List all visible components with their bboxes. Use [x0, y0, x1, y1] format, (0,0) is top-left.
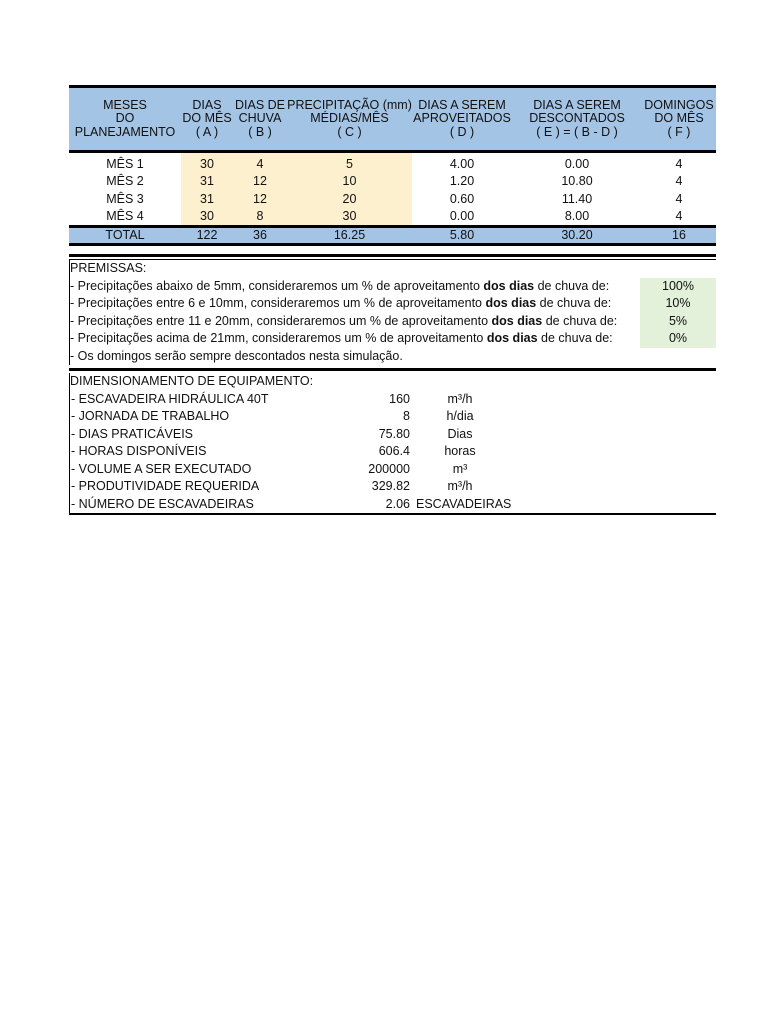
equipamento-value[interactable]: 329.82 — [371, 479, 410, 493]
equipamento-value[interactable]: 200000 — [368, 461, 410, 476]
table-row — [69, 152, 716, 173]
table-cell[interactable]: 36 — [233, 227, 287, 245]
premissa-item: - Precipitações abaixo de 5mm, consideraremos um % de aproveitamento dos dias de chuva de: 100% — [70, 278, 716, 296]
table-cell[interactable]: 122 — [181, 227, 233, 245]
table-cell[interactable]: 4 — [675, 174, 683, 189]
spreadsheet — [69, 85, 716, 515]
table-cell[interactable]: 1.20 — [449, 174, 475, 189]
equipamento-item: - HORAS DISPONÍVEIS 606.4 horas — [70, 443, 716, 461]
table-cell[interactable]: 12 — [233, 173, 287, 191]
premissa-item: - Precipitações acima de 21mm, consideraremos um % de aproveitamento dos dias de chuva de: 0% — [70, 330, 716, 348]
premissa-percent-cell[interactable]: 100% — [640, 278, 716, 296]
equipamento-item: - JORNADA DE TRABALHO 8 h/dia — [70, 408, 716, 426]
table-cell[interactable]: 4 — [675, 191, 683, 206]
premissa-note: - Os domingos serão sempre descontados nesta simulação. — [70, 348, 403, 363]
header-dias-chuva[interactable]: DIAS DE CHUVA ( B ) — [233, 87, 287, 152]
premissa-item: - Precipitações entre 11 e 20mm, consideraremos um % de aproveitamento dos dias de chuva de: 5% — [70, 313, 716, 331]
equipamento-item: - DIAS PRATICÁVEIS 75.80 Dias — [70, 426, 716, 444]
header-aproveitados[interactable]: DIAS A SEREM APROVEITADOS ( D ) — [412, 87, 512, 152]
table-cell[interactable]: 8 — [233, 208, 287, 227]
header-precipitacao[interactable]: PRECIPITAÇÃO (mm) MÉDIAS/MÊS ( C ) — [287, 87, 412, 152]
table-cell[interactable]: MÊS 2 — [106, 174, 144, 189]
equipamento-title: DIMENSIONAMENTO DE EQUIPAMENTO: — [70, 374, 314, 388]
table-cell[interactable]: 31 — [181, 173, 233, 191]
table-cell[interactable]: 30 — [181, 152, 233, 173]
table-cell[interactable]: TOTAL — [69, 227, 181, 245]
header-dias-mes[interactable]: DIAS DO MÊS ( A ) — [181, 87, 233, 152]
table-cell[interactable]: MÊS 1 — [106, 156, 144, 171]
premissa-percent-cell[interactable]: 0% — [640, 330, 716, 348]
premissa-percent-cell[interactable]: 5% — [640, 313, 716, 331]
table-row — [69, 208, 716, 227]
table-header-row — [69, 87, 716, 152]
table-cell[interactable]: MÊS 4 — [106, 209, 144, 224]
equipamento-item: - VOLUME A SER EXECUTADO 200000 m³ — [70, 461, 716, 479]
premissa-item: - Precipitações entre 6 e 10mm, consideraremos um % de aproveitamento dos dias de chuva de: 10% — [70, 295, 716, 313]
equipamento-value[interactable]: 75.80 — [378, 426, 410, 441]
table-cell[interactable]: 11.40 — [561, 191, 593, 206]
table-cell[interactable]: 10 — [287, 173, 412, 191]
table-cell[interactable]: 20 — [287, 190, 412, 208]
table-cell[interactable]: 31 — [181, 190, 233, 208]
table-cell[interactable]: 16.25 — [287, 227, 412, 245]
table-cell[interactable]: 30.20 — [512, 227, 642, 245]
header-meses[interactable]: MESES DO PLANEJAMENTO — [69, 87, 181, 152]
equipamento-value[interactable]: 160 — [389, 391, 410, 406]
table-cell[interactable]: 12 — [233, 190, 287, 208]
table-cell[interactable]: 0.00 — [564, 156, 590, 171]
table-cell[interactable]: 4 — [675, 156, 683, 171]
table-cell[interactable]: 4 — [675, 209, 683, 224]
equipamento-item: - PRODUTIVIDADE REQUERIDA 329.82 m³/h — [70, 478, 716, 496]
table-cell[interactable]: 0.00 — [449, 209, 475, 224]
equipamento-value[interactable]: 606.4 — [378, 444, 410, 458]
equipamento-value[interactable]: 2.06 — [385, 496, 410, 511]
table-cell[interactable]: 10.80 — [561, 174, 593, 189]
table-cell[interactable]: MÊS 3 — [106, 191, 144, 206]
table-cell[interactable]: 5 — [287, 152, 412, 173]
premissa-percent-cell[interactable]: 10% — [640, 295, 716, 313]
equipamento-section — [69, 373, 716, 515]
table-cell[interactable]: 5.80 — [412, 227, 512, 245]
header-domingos[interactable]: DOMINGOS DO MÊS ( F ) — [642, 87, 716, 152]
table-cell[interactable]: 8.00 — [564, 209, 590, 224]
equipamento-value[interactable]: 8 — [403, 409, 410, 423]
premissas-section — [69, 259, 716, 365]
premissas-title: PREMISSAS: — [70, 261, 147, 275]
table-cell[interactable]: 16 — [642, 227, 716, 245]
table-cell[interactable]: 30 — [181, 208, 233, 227]
table-cell[interactable]: 30 — [287, 208, 412, 227]
equipamento-item: - NÚMERO DE ESCAVADEIRAS 2.06 ESCAVADEIRAS — [70, 496, 716, 514]
total-row — [69, 227, 716, 245]
header-descontados[interactable]: DIAS A SEREM DESCONTADOS ( E ) = ( B - D ) — [512, 87, 642, 152]
equipamento-item: - ESCAVADEIRA HIDRÁULICA 40T 160 m³/h — [70, 391, 716, 409]
table-cell[interactable]: 0.60 — [449, 191, 475, 206]
table-cell[interactable]: 4 — [233, 152, 287, 173]
table-cell[interactable]: 4.00 — [449, 156, 475, 171]
table-row — [69, 173, 716, 191]
rain-days-table — [69, 85, 716, 246]
table-row — [69, 190, 716, 208]
